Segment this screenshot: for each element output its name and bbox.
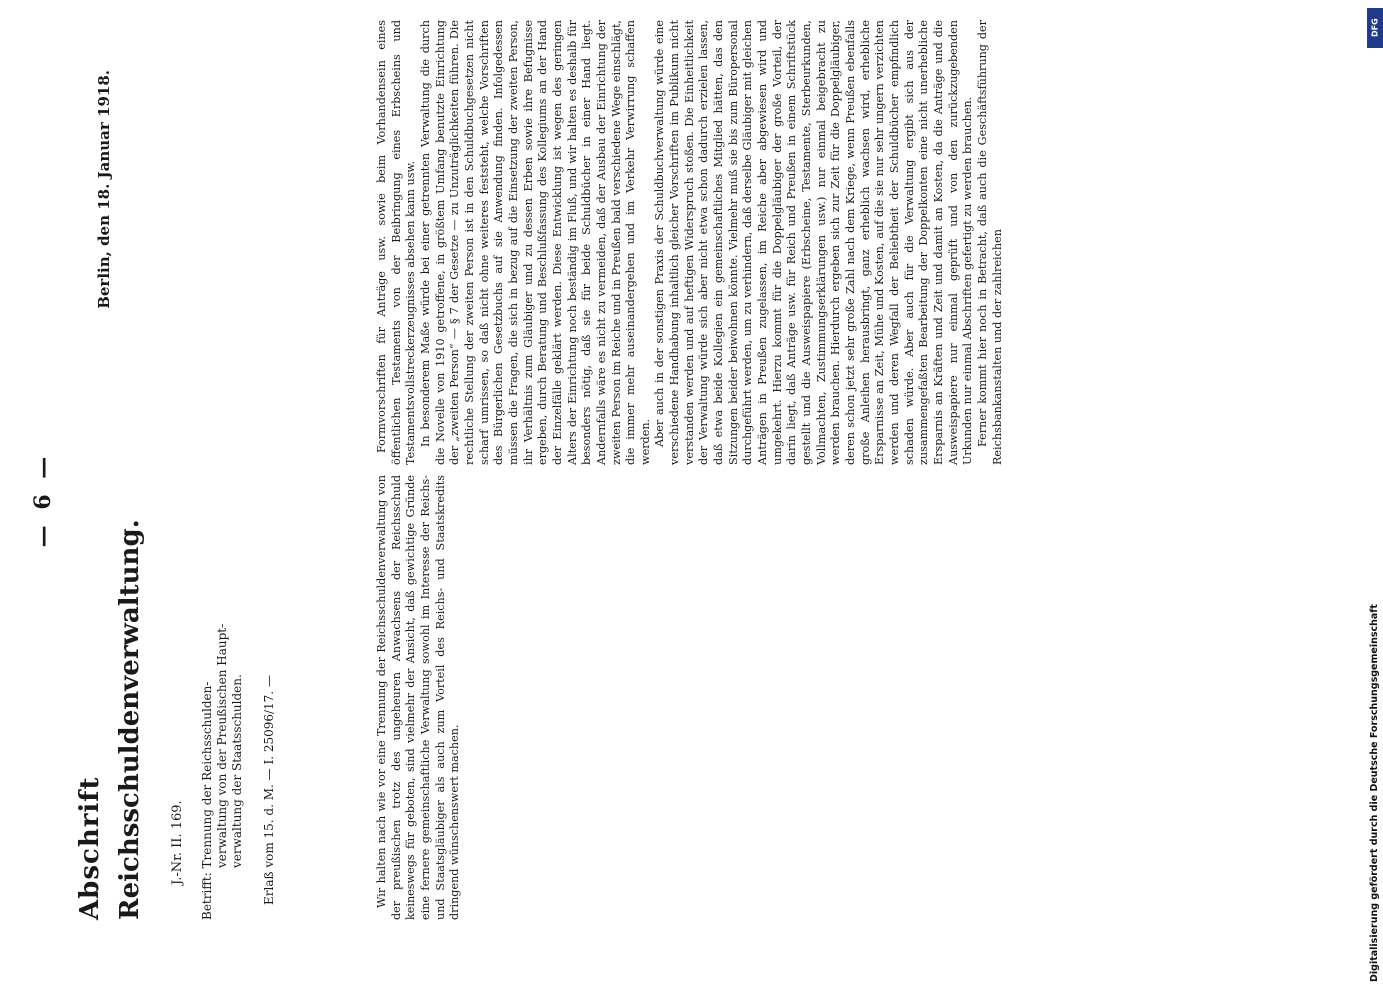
dfg-logo: DFG <box>1367 8 1383 48</box>
paragraph: In besonderem Maße würde bei einer getrennten Verwaltung die durch die Novelle von 1910 getroffene, in größtem Umfang benutzte Einrichtung der „zweiten Person“ — § 7 der Gesetze — zu Unzuträglichkeiten führen. Die rechtliche Stellung der zweiten Person ist in den Schuldbuchgesetzen nicht scharf umrissen, so daß nicht ohne weiteres feststeht, welche Vorschriften des Bürgerlichen Gesetzbuchs auf sie Anwendung finden. Infolgedessen müssen die Fragen, die sich in bezug auf die Einsetzung der zweiten Person, ihr Verhältnis zum Gläubiger und zu dessen Erben sowie ihre Befugnisse ergeben, durch Beratung und Beschlußfassung des Kollegiums an der Hand der Einzelfälle geklärt werden. Diese Entwicklung ist wegen des geringen Alters der Einrichtung noch beständig im Fluß, und wir halten es deshalb für besonders nötig, daß sie für beide Schuldbücher in einer Hand liegt. Andernfalls wäre es nicht zu vermeiden, daß der Ausbau der Einrichtung der zweiten Person im Reiche und in Preußen bald verschiedene Wege einschlägt, die immer mehr auseinandergehen und im Verkehr Verwirrung schaffen werden. <box>418 20 652 465</box>
page-number: — 6 — <box>30 452 56 548</box>
paragraph: Wir halten nach wie vor eine Trennung der Reichsschuldenverwaltung von der preußischen trotz des ungeheuren Anwachsens der Reichsschuld keineswegs für geboten, sind vielmehr der Ansicht, daß gewichtige Gründe eine fernere gemeinschaftliche Verwaltung sowohl im Interesse der Reichs- und Staatsgläubiger als auch zum Vorteil des Reichs- und Staatskredits dringend wünschenswert machen. <box>375 475 462 920</box>
subject-line: verwaltung von der Preußischen Haupt- <box>215 623 229 868</box>
document-heading: Abschrift <box>75 776 105 920</box>
date-line: Berlin, den 18. Januar 1918. <box>95 70 113 309</box>
paragraph: Aber auch in der sonstigen Praxis der Schuldbuchverwaltung würde eine verschiedene Handhabung inhaltlich gleicher Vorschriften im Publikum nicht verstanden werden und auf heftigen Widerspruch stoßen. Die Einheitlichkeit der Verwaltung würde sich aber nicht etwa schon dadurch erzielen lassen, daß etwa beide Kollegien ein gemeinschaftliches Mitglied hätten, das den Sitzungen beider beiwohnen könnte. Vielmehr muß sie bis zum Büropersonal durchgeführt werden, um zu verhindern, daß derselbe Gläubiger mit gleichen Anträgen in Preußen zugelassen, im Reiche aber abgewiesen wird und umgekehrt. Hierzu kommt für die Doppelgläubiger der große Vorteil, der darin liegt, daß Anträge usw. für Reich und Preußen in einem Schriftstück gestellt und die Ausweispapiere (Erbscheine, Testamente, Sterbeurkunden, Vollmachten, Zustimmungserklärungen usw.) nur einmal beigebracht zu werden brauchen. Hierdurch ergeben sich zur Zeit für die Doppelgläubiger, deren schon jetzt sehr große Zahl nach dem Kriege, wenn Preußen ebenfalls große Anleihen herausbringt, ganz erheblich wachsen wird, erhebliche Ersparnisse an Zeit, Mühe und Kosten, auf die sie nur sehr ungern verzichten werden und deren Wegfall der Beliebtheit der Schuldbücher empfindlich schaden würde. Aber auch für die Verwaltung ergibt sich aus der zusammengefaßten Bearbeitung der Doppelkonten eine nicht unerhebliche Ersparnis an Kräften und Zeit und damit an Kosten, da die Anträge und die Ausweispapiere nur einmal geprüft und von den zurückzugebenden Urkunden nur einmal Abschriften gefertigt zu werden brauchen. <box>653 20 975 465</box>
digitization-note: Digitalisierung gefördert durch die Deutsche Forschungsgemeinschaft <box>1369 604 1380 982</box>
subject-line: Betrifft: Trennung der Reichsschulden- <box>200 681 214 920</box>
text-column-left <box>375 475 930 920</box>
subject-block <box>200 620 245 920</box>
decree-reference: Erlaß vom 15. d. M. — I. 25096/17. — <box>262 675 276 905</box>
text-column-right <box>375 20 1004 465</box>
paragraph: Formvorschriften für Anträge usw. sowie beim Vorhandensein eines öffentlichen Testaments von der Beibringung eines Erbscheins und Testamentsvollstreckerzeugnisses absehen kann usw. <box>375 20 418 465</box>
authority-heading: Reichsschuldenverwaltung. <box>115 519 145 920</box>
subject-line: verwaltung der Staatsschulden. <box>230 674 244 868</box>
reference-number: J.-Nr. II. 169. <box>170 800 185 885</box>
paragraph: Ferner kommt hier noch in Betracht, daß auch die Geschäftsführung der Reichsbankanstalten und der zahlreichen <box>975 20 1004 465</box>
